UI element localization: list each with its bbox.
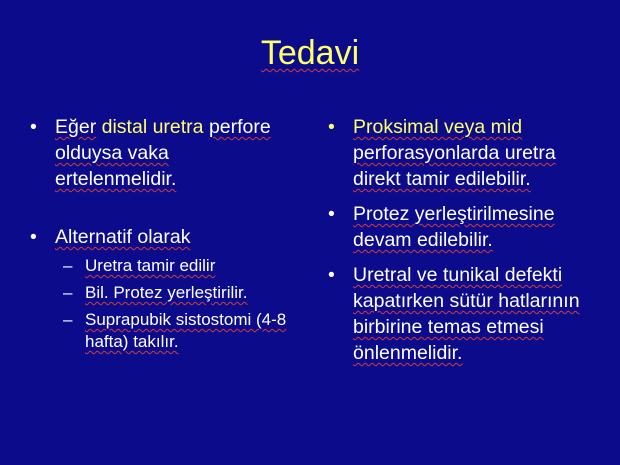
left-sub-list	[55, 255, 294, 353]
right-column	[322, 114, 602, 366]
left-subitem-2	[55, 282, 294, 304]
left-subitem-3	[55, 309, 294, 353]
left-bullet-1	[24, 114, 294, 192]
left-bullet-1-text: perfore olduysa vaka ertelenmelidir.	[55, 116, 271, 190]
right-bullet-2	[322, 201, 602, 253]
left-bullet-1-prefix: Eğer	[55, 116, 97, 138]
right-bullet-1-highlight: Proksimal veya mid	[353, 116, 523, 138]
left-bullet-list	[24, 114, 294, 353]
left-subitem-3-text: Suprapubik sistostomi (4-8 hafta) takılır.	[85, 310, 287, 351]
left-subitem-2-text: Bil. Protez yerleştirilir.	[85, 283, 248, 302]
left-column	[24, 114, 294, 353]
right-bullet-3-text: Uretral ve tunikal defekti kapatırken sütür hatlarının birbirine temas etmesi önlenmelidir.	[353, 264, 580, 364]
left-subitem-1-text: Uretra tamir edilir	[85, 256, 216, 275]
right-bullet-list	[322, 114, 602, 366]
left-bullet-1-highlight: distal uretra	[101, 116, 204, 138]
slide-title: Tedavi	[260, 34, 360, 72]
left-bullet-2	[24, 224, 294, 353]
right-bullet-1	[322, 114, 602, 192]
right-bullet-1-text: perforasyonlarda uretra direkt tamir edilebilir.	[353, 142, 556, 190]
right-bullet-2-text: Protez yerleştirilmesine devam edilebilir.	[353, 203, 555, 251]
right-bullet-3	[322, 262, 602, 366]
left-bullet-2-text: Alternatif olarak	[55, 226, 191, 248]
left-subitem-1	[55, 255, 294, 277]
